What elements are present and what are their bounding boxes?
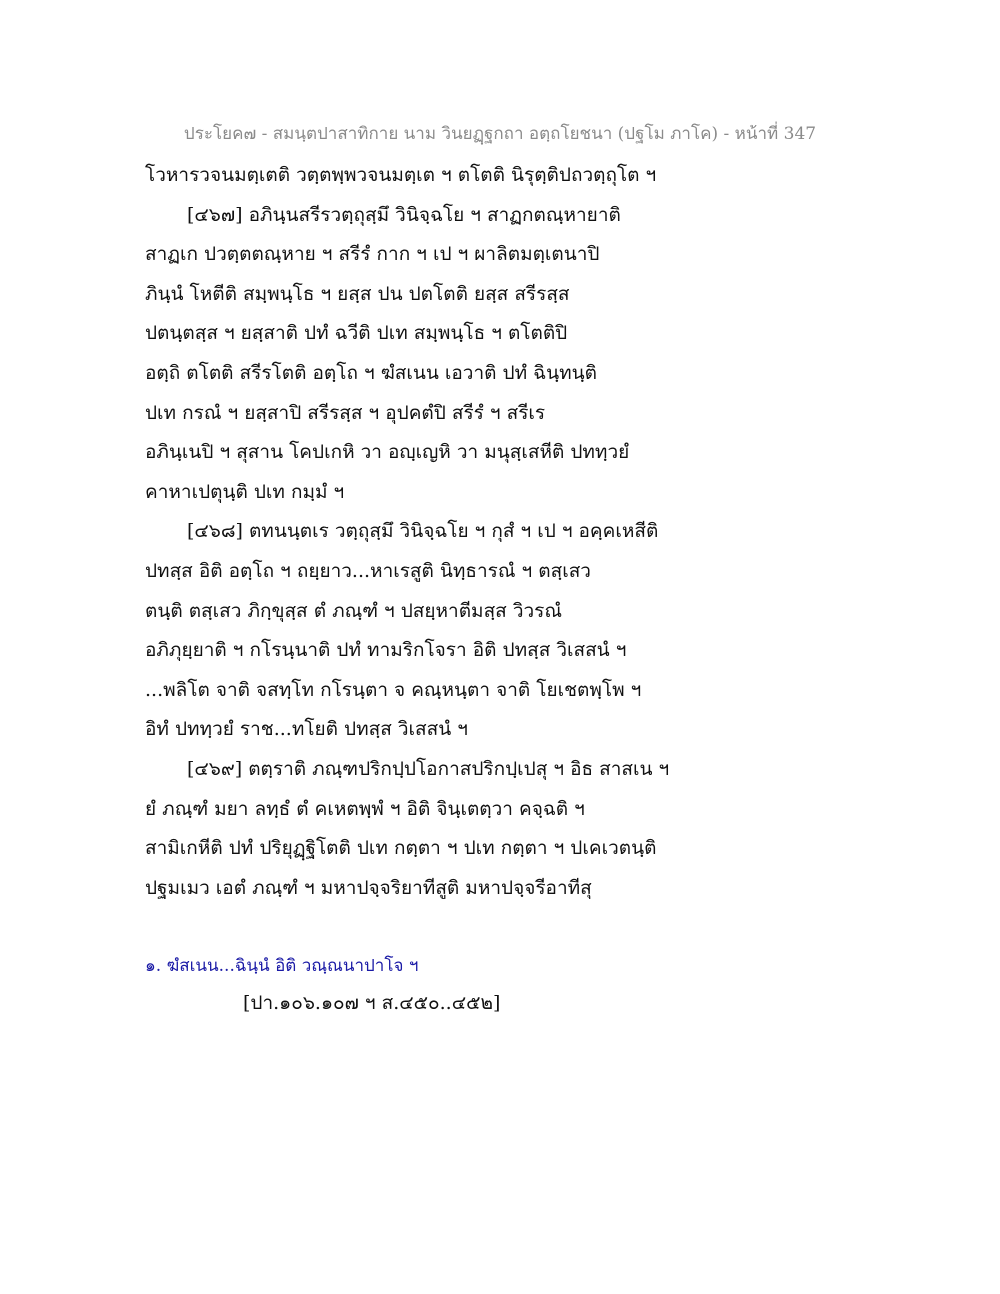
text-line: คาหาเปตุนฺติ ปเท กมฺมํ ฯ bbox=[145, 480, 345, 503]
text-line: ...พลิโต จาติ จสทฺโท กโรนฺตา จ คณฺหนฺตา จาติ โยเชตพฺโพ ฯ bbox=[145, 678, 642, 701]
paragraph-467: [๔๖๗] อภินฺนสรีรวตฺถุสฺมึ วินิจฺฉโย ฯ สาฏกตณฺหายาติ bbox=[187, 203, 621, 226]
text-line: อภินฺเนปิ ฯ สุสาน โคปเกหิ วา อญฺเญหิ วา มนุสฺเสหีติ ปททฺวยํ bbox=[145, 441, 630, 464]
text-line: ตนฺติ ตสฺเสว ภิกฺขุสฺส ตํ ภณฺฑํ ฯ ปสยฺหาตีมสฺส วิวรณํ bbox=[145, 599, 562, 622]
page-reference: [ปา.๑๐๖.๑๐๗ ฯ ส.๔๕๐..๔๕๒] bbox=[243, 992, 501, 1014]
text-line: สาฏเก ปวตฺตตณฺหาย ฯ สรีรํ กาก ฯ เป ฯ ผาลิตมตฺเตนาปิ bbox=[145, 243, 600, 266]
page-header: ประโยค๗ - สมนฺตปาสาทิกาย นาม วินยฏฺฐกถา อตฺถโยชนา (ปฐโม ภาโค) - หน้าที่ 347 bbox=[183, 124, 817, 144]
text-line: โวหารวจนมตฺเตติ วตฺตพฺพวจนมตฺเต ฯ ตโตติ นิรุตฺติปถวตฺถุโต ฯ bbox=[145, 164, 657, 186]
body-text bbox=[145, 156, 865, 908]
text-line: ปเท กรณํ ฯ ยสฺสาปิ สรีรสฺส ฯ อุปคตํปิ สรีรํ ฯ สรีเร bbox=[145, 401, 546, 424]
footnote: ๑. ฆํสเนน...ฉินฺนํ อิติ วณฺณนาปาโจ ฯ bbox=[145, 956, 419, 976]
text-line: ภินฺนํ โหตีติ สมฺพนฺโธ ฯ ยสฺส ปน ปตโตติ ยสฺส สรีรสฺส bbox=[145, 282, 570, 305]
text-line: ปตนฺตสฺส ฯ ยสฺสาติ ปทํ ฉวีติ ปเท สมฺพนฺโธ ฯ ตโตติปิ bbox=[145, 322, 568, 345]
paragraph-468: [๔๖๘] ตทนนฺตเร วตฺถุสฺมึ วินิจฺฉโย ฯ กุสํ ฯ เป ฯ อคฺคเหสีติ bbox=[187, 520, 659, 543]
text-line: อภิภุยฺยาติ ฯ กโรนฺนาติ ปทํ ทามริกโจรา อิติ ปทสฺส วิเสสนํ ฯ bbox=[145, 639, 627, 662]
paragraph-469: [๔๖๙] ตตฺราติ ภณฺฑปริกปฺปโอกาสปริกปฺเปสุ ฯ อิธ สาสเน ฯ bbox=[187, 757, 670, 780]
text-line: อตฺถิ ตโตติ สรีรโตติ อตฺโถ ฯ ฆํสเนน เอวาติ ปทํ ฉินฺทนฺติ bbox=[145, 361, 597, 384]
text-line: ปทสฺส อิติ อตฺโถ ฯ ถยฺยาว...หาเรสูติ นิทฺธารณํ ฯ ตสฺเสว bbox=[145, 559, 591, 582]
text-line: อิทํ ปททฺวยํ ราช...ทโยติ ปทสฺส วิเสสนํ ฯ bbox=[145, 718, 468, 741]
text-line: ยํ ภณฺฑํ มยา ลทฺธํ ตํ คเหตพฺพํ ฯ อิติ จินฺเตตฺวา คจฺฉติ ฯ bbox=[145, 797, 585, 820]
text-line: สามิเกหีติ ปทํ ปริยุฏฺฐิโตติ ปเท กตฺตา ฯ ปเท กตฺตา ฯ ปเคเวตนฺติ bbox=[145, 837, 657, 860]
text-line: ปฐมเมว เอตํ ภณฺฑํ ฯ มหาปจฺจริยาทีสูติ มหาปจฺจรีอาทีสุ bbox=[145, 876, 592, 899]
